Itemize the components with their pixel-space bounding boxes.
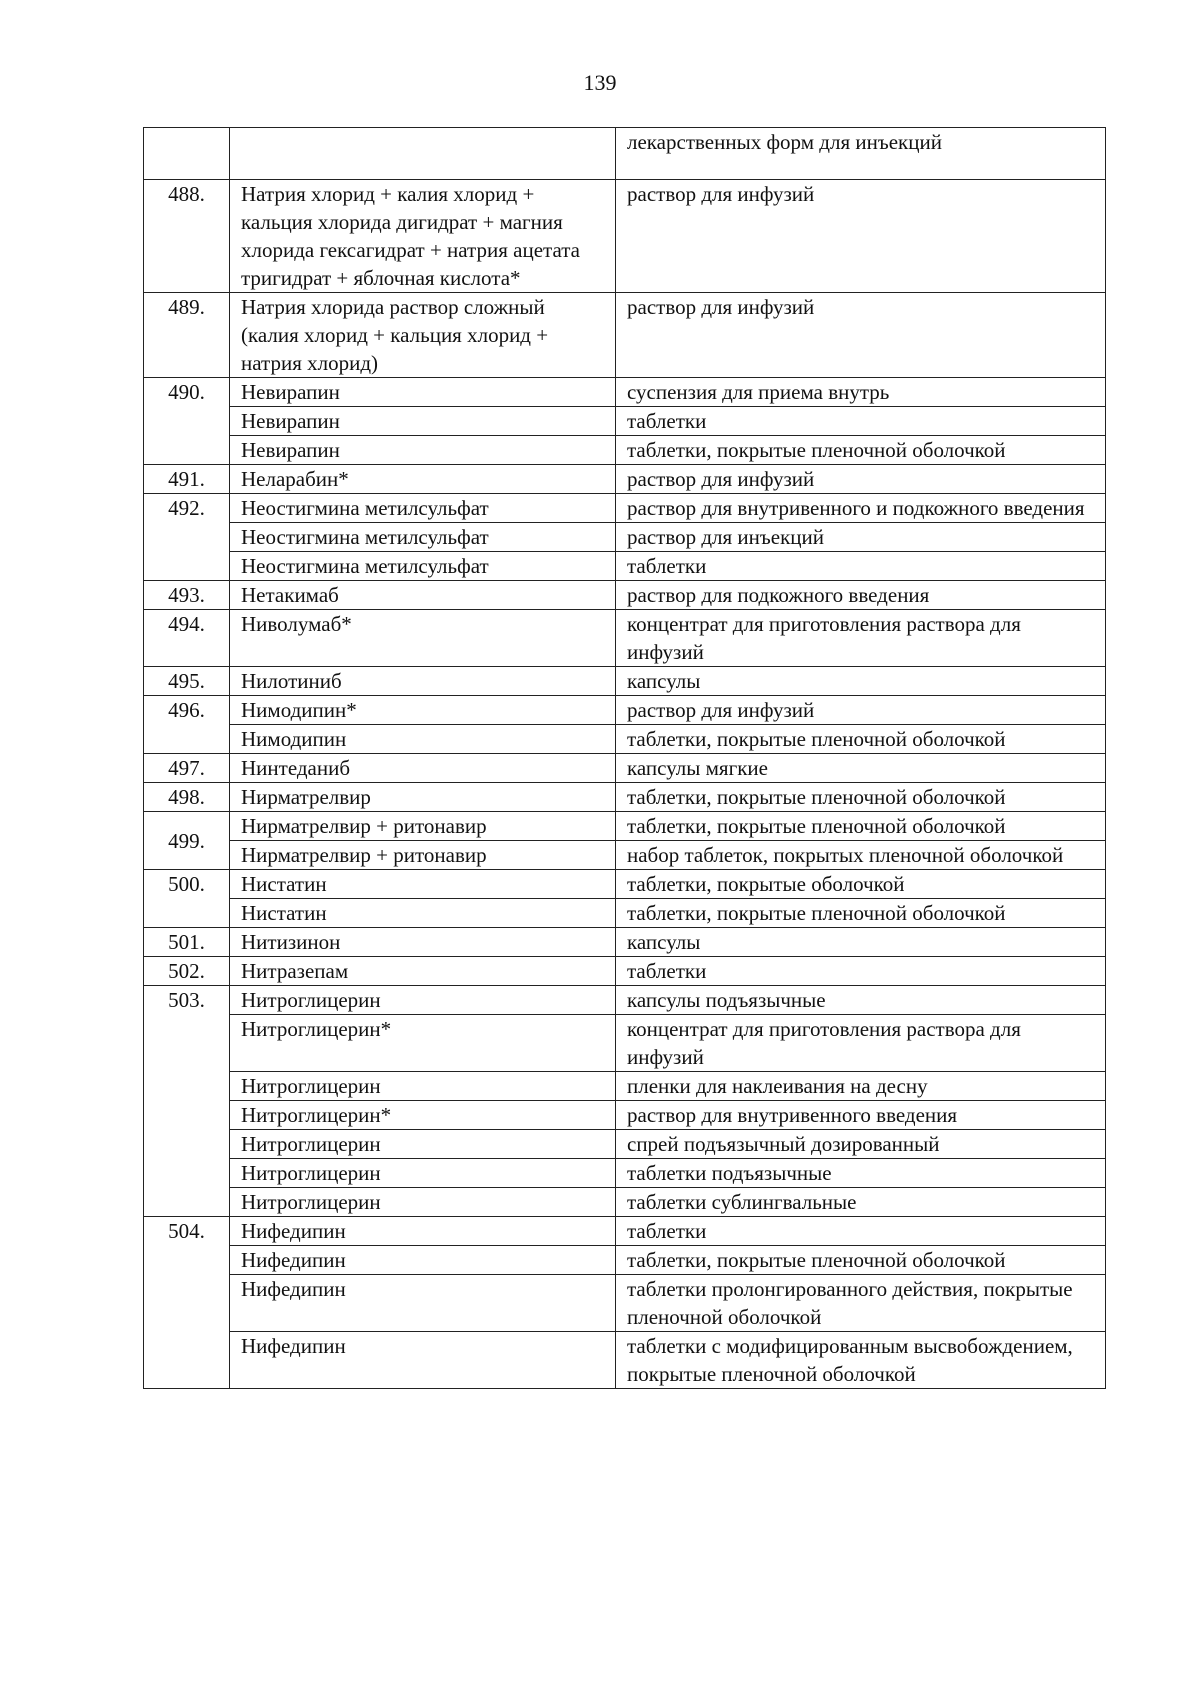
drug-name-cell: Нитроглицерин	[230, 1159, 616, 1188]
drug-name-cell: Нитроглицерин	[230, 1188, 616, 1217]
row-number-cell: 499.	[144, 812, 230, 870]
table-row	[144, 754, 1106, 783]
dosage-form-cell: раствор для инфузий	[616, 180, 1106, 293]
table-row	[144, 407, 1106, 436]
row-number-cell	[144, 128, 230, 180]
drug-name-cell: Неларабин*	[230, 465, 616, 494]
row-number-cell: 491.	[144, 465, 230, 494]
dosage-form-cell: спрей подъязычный дозированный	[616, 1130, 1106, 1159]
dosage-form-cell: таблетки, покрытые пленочной оболочкой	[616, 1246, 1106, 1275]
table-row	[144, 870, 1106, 899]
dosage-form-cell: капсулы	[616, 667, 1106, 696]
dosage-form-cell: таблетки пролонгированного действия, покрытые пленочной оболочкой	[616, 1275, 1106, 1332]
dosage-form-cell: капсулы подъязычные	[616, 986, 1106, 1015]
table-row	[144, 957, 1106, 986]
drug-table-body	[144, 128, 1106, 1389]
drug-name-cell: Нитроглицерин*	[230, 1101, 616, 1130]
drug-name-cell: Ниволумаб*	[230, 610, 616, 667]
drug-name-cell: Нимодипин	[230, 725, 616, 754]
page-number: 139	[583, 70, 617, 95]
dosage-form-cell: таблетки, покрытые пленочной оболочкой	[616, 436, 1106, 465]
dosage-form-cell: суспензия для приема внутрь	[616, 378, 1106, 407]
dosage-form-cell: таблетки, покрытые пленочной оболочкой	[616, 899, 1106, 928]
table-row	[144, 581, 1106, 610]
dosage-form-cell: раствор для подкожного введения	[616, 581, 1106, 610]
row-number-cell: 497.	[144, 754, 230, 783]
drug-name-cell: Нетакимаб	[230, 581, 616, 610]
table-row	[144, 928, 1106, 957]
table-row	[144, 293, 1106, 378]
row-number-cell: 489.	[144, 293, 230, 378]
drug-name-cell: Натрия хлорид + калия хлорид + кальция хлорида дигидрат + магния хлорида гексагидрат + натрия ацетата тригидрат + яблочная кислота*	[230, 180, 616, 293]
table-row	[144, 128, 1106, 180]
dosage-form-cell: раствор для внутривенного введения	[616, 1101, 1106, 1130]
dosage-form-cell: концентрат для приготовления раствора для инфузий	[616, 610, 1106, 667]
table-row	[144, 1246, 1106, 1275]
table-row	[144, 523, 1106, 552]
row-number-cell: 494.	[144, 610, 230, 667]
row-number-cell: 501.	[144, 928, 230, 957]
table-row	[144, 1101, 1106, 1130]
table-row	[144, 899, 1106, 928]
table-row	[144, 1130, 1106, 1159]
drug-name-cell: Нинтеданиб	[230, 754, 616, 783]
drug-name-cell: Нитизинон	[230, 928, 616, 957]
dosage-form-cell: раствор для инфузий	[616, 696, 1106, 725]
drug-name-cell: Неостигмина метилсульфат	[230, 494, 616, 523]
dosage-form-cell: лекарственных форм для инъекций	[616, 128, 1106, 180]
table-row	[144, 841, 1106, 870]
drug-name-cell: Нифедипин	[230, 1246, 616, 1275]
dosage-form-cell: таблетки	[616, 957, 1106, 986]
dosage-form-cell: таблетки сублингвальные	[616, 1188, 1106, 1217]
drug-name-cell: Невирапин	[230, 378, 616, 407]
table-row	[144, 783, 1106, 812]
table-row	[144, 1217, 1106, 1246]
dosage-form-cell: таблетки, покрытые пленочной оболочкой	[616, 783, 1106, 812]
dosage-form-cell: таблетки, покрытые пленочной оболочкой	[616, 812, 1106, 841]
table-row	[144, 552, 1106, 581]
drug-name-cell: Нитроглицерин	[230, 986, 616, 1015]
table-row	[144, 1275, 1106, 1332]
drug-name-cell: Неостигмина метилсульфат	[230, 552, 616, 581]
dosage-form-cell: концентрат для приготовления раствора для инфузий	[616, 1015, 1106, 1072]
table-row	[144, 725, 1106, 754]
row-number-cell: 498.	[144, 783, 230, 812]
table-row	[144, 1188, 1106, 1217]
drug-table	[143, 127, 1106, 1389]
dosage-form-cell: таблетки, покрытые оболочкой	[616, 870, 1106, 899]
drug-name-cell	[230, 128, 616, 180]
dosage-form-cell: раствор для инфузий	[616, 293, 1106, 378]
dosage-form-cell: таблетки	[616, 552, 1106, 581]
table-row	[144, 378, 1106, 407]
row-number-cell: 488.	[144, 180, 230, 293]
table-row	[144, 986, 1106, 1015]
drug-name-cell: Натрия хлорида раствор сложный (калия хлорид + кальция хлорид + натрия хлорид)	[230, 293, 616, 378]
drug-name-cell: Неостигмина метилсульфат	[230, 523, 616, 552]
table-row	[144, 436, 1106, 465]
row-number-cell: 502.	[144, 957, 230, 986]
table-row	[144, 667, 1106, 696]
drug-name-cell: Невирапин	[230, 436, 616, 465]
dosage-form-cell: раствор для внутривенного и подкожного введения	[616, 494, 1106, 523]
drug-name-cell: Нирматрелвир	[230, 783, 616, 812]
row-number-cell: 495.	[144, 667, 230, 696]
drug-name-cell: Нирматрелвир + ритонавир	[230, 841, 616, 870]
row-number-cell: 492.	[144, 494, 230, 581]
dosage-form-cell: пленки для наклеивания на десну	[616, 1072, 1106, 1101]
row-number-cell: 504.	[144, 1217, 230, 1389]
dosage-form-cell: таблетки	[616, 1217, 1106, 1246]
table-row	[144, 1072, 1106, 1101]
drug-name-cell: Нифедипин	[230, 1217, 616, 1246]
drug-name-cell: Нистатин	[230, 870, 616, 899]
dosage-form-cell: таблетки, покрытые пленочной оболочкой	[616, 725, 1106, 754]
drug-name-cell: Нимодипин*	[230, 696, 616, 725]
drug-name-cell: Нифедипин	[230, 1275, 616, 1332]
drug-name-cell: Невирапин	[230, 407, 616, 436]
table-row	[144, 180, 1106, 293]
dosage-form-cell: капсулы	[616, 928, 1106, 957]
drug-name-cell: Нистатин	[230, 899, 616, 928]
dosage-form-cell: набор таблеток, покрытых пленочной оболочкой	[616, 841, 1106, 870]
drug-name-cell: Нитроглицерин*	[230, 1015, 616, 1072]
table-row	[144, 610, 1106, 667]
table-row	[144, 465, 1106, 494]
row-number-cell: 496.	[144, 696, 230, 754]
dosage-form-cell: таблетки с модифицированным высвобождением, покрытые пленочной оболочкой	[616, 1332, 1106, 1389]
table-row	[144, 494, 1106, 523]
drug-name-cell: Нитразепам	[230, 957, 616, 986]
dosage-form-cell: капсулы мягкие	[616, 754, 1106, 783]
dosage-form-cell: таблетки	[616, 407, 1106, 436]
drug-name-cell: Нитроглицерин	[230, 1072, 616, 1101]
dosage-form-cell: раствор для инфузий	[616, 465, 1106, 494]
table-row	[144, 1015, 1106, 1072]
row-number-cell: 500.	[144, 870, 230, 928]
row-number-cell: 493.	[144, 581, 230, 610]
drug-name-cell: Нилотиниб	[230, 667, 616, 696]
drug-name-cell: Нитроглицерин	[230, 1130, 616, 1159]
dosage-form-cell: таблетки подъязычные	[616, 1159, 1106, 1188]
row-number-cell: 490.	[144, 378, 230, 465]
dosage-form-cell: раствор для инъекций	[616, 523, 1106, 552]
table-row	[144, 696, 1106, 725]
drug-name-cell: Нифедипин	[230, 1332, 616, 1389]
table-row	[144, 1332, 1106, 1389]
drug-name-cell: Нирматрелвир + ритонавир	[230, 812, 616, 841]
table-row	[144, 812, 1106, 841]
row-number-cell: 503.	[144, 986, 230, 1217]
table-row	[144, 1159, 1106, 1188]
